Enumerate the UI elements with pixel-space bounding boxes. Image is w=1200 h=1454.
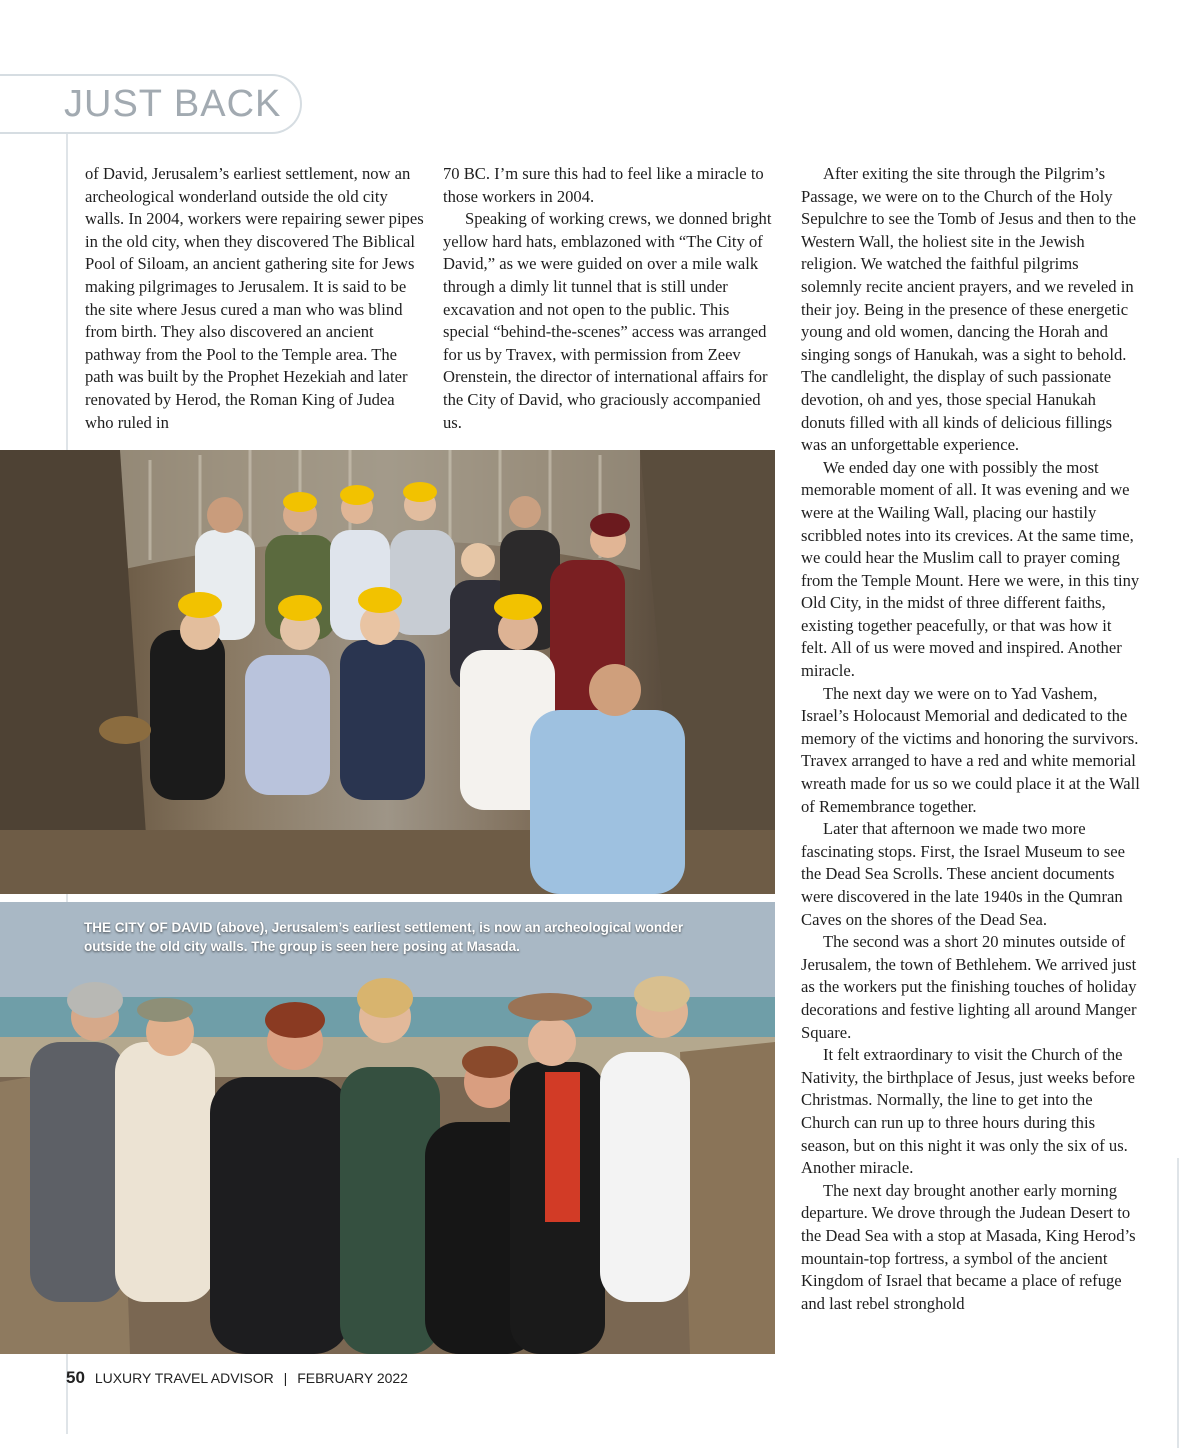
paragraph: 70 BC. I’m sure this had to feel like a miracle to those workers in 2004.	[443, 164, 764, 206]
city-of-david-tunnel-photo	[0, 450, 775, 894]
masada-photo-illustration	[0, 902, 775, 1354]
photo-caption: THE CITY OF DAVID (above), Jerusalem’s earliest settlement, is now an archeological wonder outside the old city walls. The group is seen here posing at Masada.	[84, 920, 684, 954]
issue-date: FEBRUARY 2022	[297, 1370, 408, 1386]
paragraph: We ended day one with possibly the most memorable moment of all. It was evening and we were at the Wailing Wall, placing our hastily scribbled notes into its crevices. At the same time, we could hear the Muslim call to prayer coming from the Temple Mount. Here we were, in this tiny Old City, in the midst of three different faiths, existing together peacefully, or that was how it felt. All of us were moved and inspired. Another miracle.	[801, 457, 1140, 681]
paragraph: Speaking of working crews, we donned bright yellow hard hats, emblazoned with “The City of David,” as we were guided on over a mile walk through a dimly lit tunnel that is still under excavation and not open to the public. This special “behind-the-scenes” access was arranged for us by Travex, with permission from Zeev Orenstein, the director of international affairs for the City of David, who graciously accompanied us.	[443, 209, 772, 432]
right-margin-rule	[1177, 1158, 1179, 1448]
article-column-2	[443, 163, 777, 434]
paragraph: The next day brought another early morning departure. We drove through the Judean Desert to the Dead Sea with a stop at Masada, King Herod’s mountain-top fortress, a symbol of the ancient Kingdom of Israel that became a place of refuge and last rebel stronghold	[801, 1180, 1136, 1313]
tunnel-photo-illustration	[0, 450, 775, 894]
paragraph: of David, Jerusalem’s earliest settlement, now an archeological wonderland outside the old city walls. In 2004, workers were repairing sewer pipes in the old city, when they discovered The Biblical Pool of Siloam, an ancient gathering site for Jews making pilgrimages to Jerusalem. It is said to be the site where Jesus cured a man who was blind from birth. They also discovered an ancient pathway from the Pool to the Temple area. The path was built by the Prophet Hezekiah and later renovated by Herod, the Roman King of Judea who ruled in	[85, 164, 424, 432]
paragraph: It felt extraordinary to visit the Church of the Nativity, the birthplace of Jesus, just weeks before Christmas. Normally, the line to get into the Church can run up to three hours during this season, but on this night it was only the six of us. Another miracle.	[801, 1045, 1135, 1178]
paragraph: After exiting the site through the Pilgrim’s Passage, we were on to the Church of the Holy Sepulchre to see the Tomb of Jesus and then to the Western Wall, the holiest site in the Jewish religion. We watched the faithful pilgrims solemnly recite ancient prayers, and we reveled in their joy. Being in the presence of these energetic young and old women, dancing the Horah and singing songs of Hanukah, was a sight to behold. The candlelight, the display of such passionate devotion, oh and yes, those special Hanukah donuts filled with all kinds of delicious fillings was an unforgettable experience.	[801, 164, 1136, 455]
footer-separator: |	[283, 1370, 288, 1386]
page-number: 50	[66, 1368, 85, 1387]
article-column-1	[85, 163, 427, 434]
paragraph: The next day we were on to Yad Vashem, Israel’s Holocaust Memorial and dedicated to the memory of the victims and honoring the survivors. Travex arranged to have a red and white memorial wreath made for us so we could place it at the Wall of Remembrance together.	[801, 683, 1140, 816]
paragraph: The second was a short 20 minutes outside of Jerusalem, the town of Bethlehem. We arrived just as the workers put the finishing touches of holiday decorations and festive lighting all around Manger Square.	[801, 932, 1137, 1042]
paragraph: Later that afternoon we made two more fascinating stops. First, the Israel Museum to see the Dead Sea Scrolls. These ancient documents were discovered in the late 1940s in the Qumran Caves on the shores of the Dead Sea.	[801, 819, 1125, 929]
page-footer	[66, 1366, 408, 1390]
masada-group-photo	[0, 902, 775, 1354]
section-title: JUST BACK	[64, 83, 282, 125]
article-column-3	[801, 163, 1141, 1315]
publication-name: LUXURY TRAVEL ADVISOR	[94, 1370, 274, 1386]
